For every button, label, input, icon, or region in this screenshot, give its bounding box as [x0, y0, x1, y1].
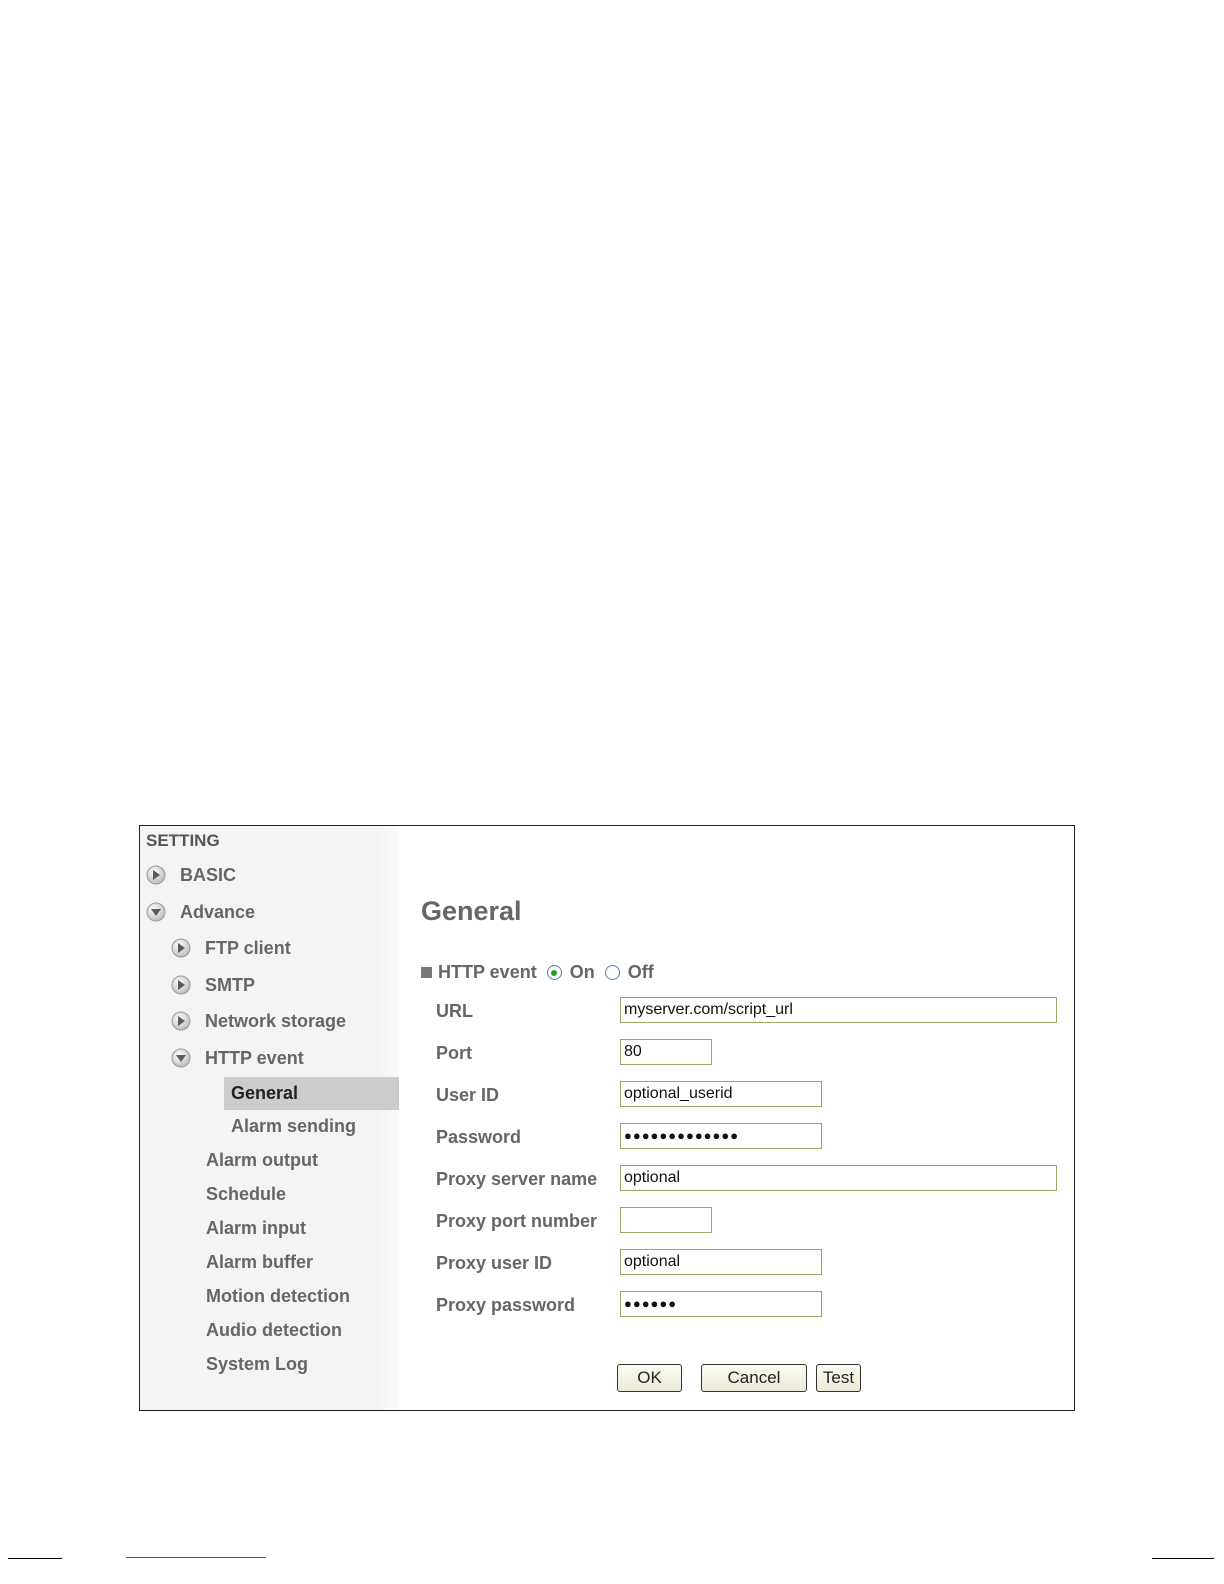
- arrow-right-icon: [171, 938, 191, 958]
- sidebar-item-general[interactable]: [224, 1077, 399, 1110]
- password-input[interactable]: ●●●●●●●●●●●●●: [620, 1123, 822, 1149]
- proxy-server-input[interactable]: optional: [620, 1165, 1057, 1191]
- square-bullet-icon: [421, 967, 432, 978]
- sidebar-item-label: SMTP: [205, 974, 256, 995]
- cancel-button[interactable]: Cancel: [701, 1364, 807, 1392]
- radio-on[interactable]: [547, 965, 562, 980]
- sidebar-item-alarm-input[interactable]: Alarm input: [206, 1218, 307, 1238]
- user-id-input[interactable]: optional_userid: [620, 1081, 822, 1107]
- test-button[interactable]: Test: [816, 1364, 861, 1392]
- sidebar-item-system-log[interactable]: System Log: [206, 1354, 309, 1374]
- sidebar-item-alarm-output[interactable]: Alarm output: [206, 1150, 318, 1170]
- url-label: URL: [436, 1001, 473, 1021]
- sidebar-item-network-storage[interactable]: [171, 1008, 346, 1034]
- sidebar-item-label: General: [231, 1083, 299, 1103]
- sidebar-item-ftp-client[interactable]: [171, 935, 291, 961]
- proxy-user-label: Proxy user ID: [436, 1253, 553, 1273]
- proxy-user-input[interactable]: optional: [620, 1249, 822, 1275]
- password-label: Password: [436, 1127, 522, 1147]
- sidebar-item-label: BASIC: [180, 864, 237, 885]
- arrow-down-icon: [146, 902, 166, 922]
- sidebar-item-label: HTTP event: [205, 1047, 304, 1068]
- page-title: General: [421, 896, 522, 926]
- radio-off[interactable]: [605, 965, 620, 980]
- radio-on-label: On: [569, 962, 595, 982]
- url-input[interactable]: myserver.com/script_url: [620, 997, 1057, 1023]
- sidebar-item-label: Network storage: [205, 1010, 347, 1031]
- proxy-server-label: Proxy server name: [436, 1169, 598, 1189]
- sidebar-item-advance[interactable]: [146, 899, 255, 925]
- proxy-password-input[interactable]: ●●●●●●: [620, 1291, 822, 1317]
- arrow-right-icon: [171, 975, 191, 995]
- proxy-port-input[interactable]: [620, 1207, 712, 1233]
- sidebar-header: SETTING: [146, 831, 220, 850]
- radio-off-label: Off: [627, 962, 654, 982]
- setting-window: [139, 825, 1075, 1411]
- footer-link-underline: [126, 1557, 266, 1558]
- footer-rule-left: [8, 1558, 62, 1559]
- main-content: [399, 826, 1074, 1410]
- sidebar-item-alarm-sending[interactable]: Alarm sending: [231, 1116, 357, 1136]
- radio-selected-dot: [551, 970, 557, 976]
- arrow-down-icon: [171, 1048, 191, 1068]
- proxy-port-label: Proxy port number: [436, 1211, 598, 1231]
- footer-rule-right: [1152, 1558, 1214, 1559]
- sidebar-item-motion-detection[interactable]: Motion detection: [206, 1286, 350, 1306]
- section-label: HTTP event: [438, 962, 537, 982]
- sidebar-item-schedule[interactable]: Schedule: [206, 1184, 287, 1204]
- http-event-row: [421, 962, 654, 983]
- sidebar-item-audio-detection[interactable]: Audio detection: [206, 1320, 342, 1340]
- ok-button[interactable]: OK: [617, 1364, 682, 1392]
- sidebar: [140, 826, 399, 1410]
- arrow-right-icon: [171, 1011, 191, 1031]
- user-id-label: User ID: [436, 1085, 500, 1105]
- sidebar-item-smtp[interactable]: [171, 972, 255, 998]
- sidebar-item-label: Advance: [180, 901, 256, 922]
- port-input[interactable]: 80: [620, 1039, 712, 1065]
- sidebar-item-label: FTP client: [205, 937, 291, 958]
- sidebar-item-basic[interactable]: [146, 862, 236, 888]
- sidebar-item-http-event[interactable]: [171, 1045, 304, 1071]
- arrow-right-icon: [146, 865, 166, 885]
- sidebar-item-alarm-buffer[interactable]: Alarm buffer: [206, 1252, 314, 1272]
- proxy-password-label: Proxy password: [436, 1295, 576, 1315]
- port-label: Port: [436, 1043, 472, 1063]
